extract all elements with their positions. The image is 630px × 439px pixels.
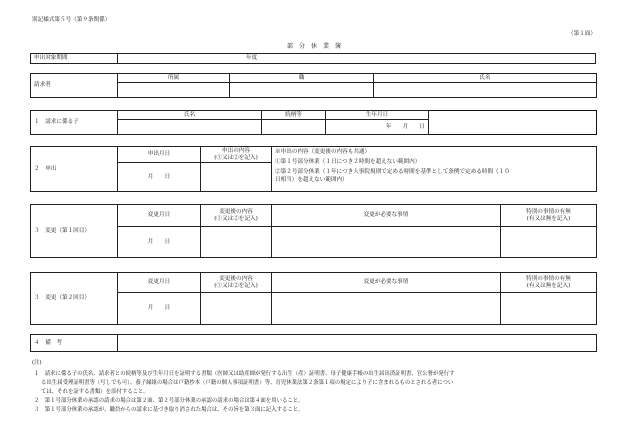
child-birthdate-header: 生年月日 — [326, 111, 429, 120]
change2-content-header-line2: (①又は②を記入) — [214, 282, 258, 289]
application-date-field[interactable] — [118, 163, 201, 192]
remarks-table — [30, 334, 597, 352]
change2-date-value: 月 日 — [147, 305, 171, 311]
application-label: ２ 申出 — [31, 147, 118, 192]
change2-special-header-line2: (有又は無を記入) — [526, 282, 571, 289]
notes-heading: (注) — [32, 360, 42, 366]
child-name-field[interactable] — [118, 120, 262, 135]
child-table — [30, 110, 597, 135]
change1-content-header-line2: (①又は②を記入) — [214, 215, 258, 222]
claimant-label: 請求者 — [31, 74, 118, 98]
claimant-name-field[interactable] — [374, 83, 597, 98]
note-2: ２ 第１号部分休業の承認の請求の場合は第２面、第２号部分休業の承認の請求の場合は第４面を用いること。 — [34, 398, 304, 404]
claimant-affiliation-header: 所属 — [118, 74, 230, 83]
application-note-2a: ②第２号部分休業（１年につき人事院規則で定める時間を基準として条例で定める時間（１０ — [275, 168, 510, 175]
change2-reason-field[interactable] — [272, 293, 501, 325]
application-date-value: 月 日 — [147, 173, 171, 180]
note-3: ３ 第１号部分休業の承認が、職員からの請求に基づき取り消された場合は、その旨を第３面に記入すること。 — [34, 407, 304, 413]
claimant-position-field[interactable] — [230, 83, 374, 98]
claimant-affiliation-field[interactable] — [118, 83, 230, 98]
period-suffix: 年度 — [246, 55, 258, 61]
change1-special-header-line1: 特別の事情の有無 — [526, 208, 571, 215]
application-content-field[interactable] — [201, 163, 272, 192]
period-table — [30, 53, 596, 64]
application-content-header — [201, 147, 272, 163]
child-label: １ 請求に係る子 — [31, 111, 118, 135]
change2-table — [30, 272, 597, 325]
page-number: （第１面） — [568, 31, 596, 37]
change2-label: ３ 変更（第２回目） — [31, 273, 118, 325]
change2-content-field[interactable] — [201, 293, 272, 325]
change1-date-header: 変更月日 — [118, 205, 201, 227]
claimant-table — [30, 73, 597, 98]
change1-table — [30, 204, 597, 258]
application-note-title: ※申出の内容（変更後の内容も共通） — [275, 149, 371, 155]
application-note-2b: 日相当）を超えない範囲内） — [275, 176, 348, 183]
page-title: 部 分 休 業 簿 — [287, 43, 342, 50]
change1-special-field[interactable] — [501, 227, 597, 258]
change1-content-header — [201, 205, 272, 227]
change1-content-header-line1: 変更後の内容 — [219, 208, 253, 215]
change1-special-header — [501, 205, 597, 227]
change2-date-header: 変更月日 — [118, 273, 201, 293]
change2-special-header — [501, 273, 597, 293]
change2-special-header-line1: 特別の事情の有無 — [526, 275, 571, 282]
change1-date-value: 月 日 — [147, 238, 171, 245]
note-1-line3: ては、それを証する書類）を添付すること。 — [41, 389, 149, 395]
change2-special-field[interactable] — [501, 293, 597, 325]
change2-date-field[interactable] — [118, 293, 201, 325]
child-relation-header: 続柄等 — [262, 111, 326, 120]
change1-reason-field[interactable] — [272, 227, 501, 258]
change2-content-header-line1: 変更後の内容 — [219, 275, 253, 282]
change1-label: ３ 変更（第１回目） — [31, 205, 118, 258]
period-field[interactable] — [118, 54, 596, 64]
claimant-name-header: 氏名 — [374, 74, 597, 83]
change1-special-header-line2: (有又は無を記入) — [526, 215, 571, 222]
remarks-field[interactable] — [118, 335, 597, 352]
period-label: 申出対象期間 — [31, 54, 118, 64]
application-content-note — [272, 147, 597, 192]
change2-reason-header: 変更が必要な事情 — [272, 273, 501, 293]
child-birthdate-field[interactable] — [326, 120, 429, 135]
child-blank — [429, 111, 597, 135]
application-content-header-line1: 申出の内容 — [222, 147, 250, 154]
child-name-header: 氏名 — [118, 111, 262, 120]
change1-date-field[interactable] — [118, 227, 201, 258]
remarks-label: ４ 備 考 — [31, 335, 118, 352]
child-birthdate-suffix: 年 月 日 — [385, 123, 425, 130]
application-content-header-line2: (①又は②を記入) — [214, 154, 258, 161]
change1-reason-header: 変更が必要な事情 — [272, 205, 501, 227]
claimant-position-header: 職 — [230, 74, 374, 83]
note-1-line1: １ 請求に係る子の氏名、請求者との続柄等及び生年月日を証明する書類（医師又は助産師が発行する出生（産）証明書、母子健康手帳の出生届出済証明書、官公署が発行す — [34, 371, 455, 377]
application-note-1: ①第１号部分休業（１日につき２時間を超えない範囲内） — [275, 158, 421, 165]
child-relation-field[interactable] — [262, 120, 326, 135]
application-date-header: 申出月日 — [118, 147, 201, 163]
note-1-line2: る出生届受理証明書等（写しでも可）、養子縁組の場合は戸籍抄本（戸籍の個人事項証明書）等、育児休業法第２条第１項の規定により子に含まれるものとされる者につい — [41, 380, 454, 386]
form-id: 別記様式第５号（第９条関係） — [32, 17, 111, 23]
change2-content-header — [201, 273, 272, 293]
change1-content-field[interactable] — [201, 227, 272, 258]
application-table — [30, 146, 597, 192]
